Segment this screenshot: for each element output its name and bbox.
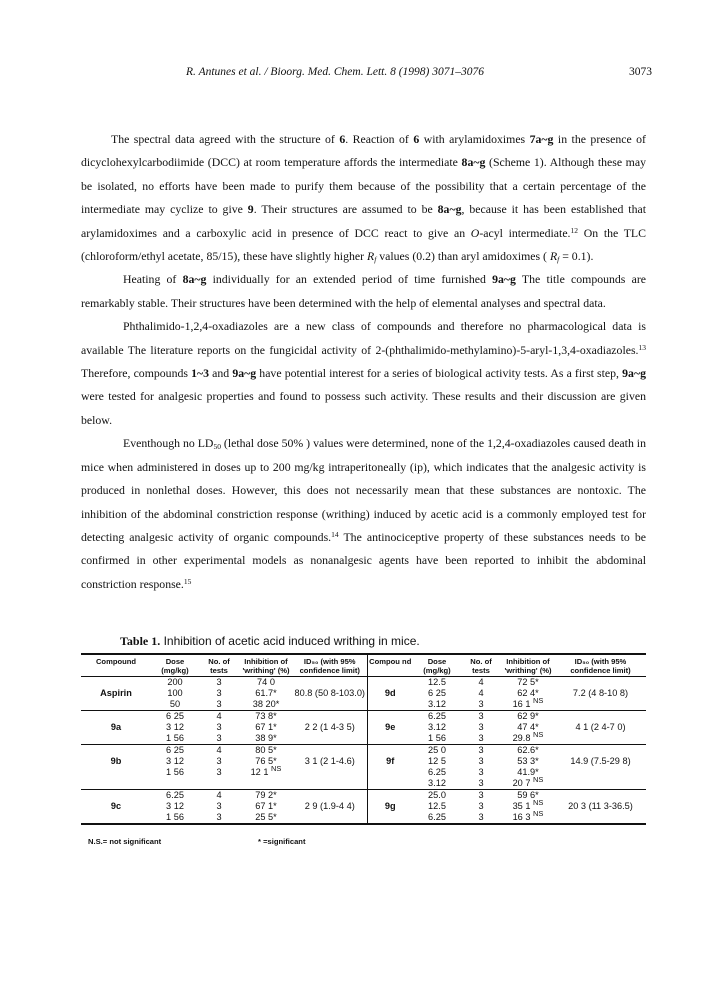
id50-cell bbox=[293, 778, 367, 790]
page-number: 3073 bbox=[629, 66, 652, 78]
text-run: 6 bbox=[413, 132, 420, 146]
table-caption bbox=[120, 634, 420, 649]
compound-name: 9e bbox=[385, 722, 396, 732]
text-run: The title compounds are remarkably stable. Their structures have been determined with the help of elemental analyses and spectral data. bbox=[81, 272, 646, 310]
table-row bbox=[81, 767, 646, 778]
tests-cell: 3 bbox=[478, 767, 484, 777]
text-run: in the presence of dicyclohexylcarbodiimide (DCC) at room temperature affords the intermediate bbox=[81, 132, 646, 170]
id50-cell: 80.8 (50 8-103.0) bbox=[294, 688, 365, 698]
text-run: Phthalimido-1,2,4-oxadiazoles are a new class of compounds and therefore no pharmacological data is available The literature reports on the fungicidal activity of 2-(phthalimido-methylamino)-5-aryl-1,3,4-oxadiazoles. bbox=[81, 319, 646, 357]
table-row bbox=[81, 688, 646, 699]
compound-name bbox=[81, 711, 151, 723]
table-row bbox=[81, 677, 646, 689]
inhibition-cell: 12 1 $^{NS}$ bbox=[250, 764, 282, 777]
id50-cell: 14.9 (7.5-29 8) bbox=[570, 756, 631, 766]
tests-cell: 3 bbox=[461, 812, 501, 824]
ns-marker: NS bbox=[271, 764, 282, 773]
text-run: R bbox=[366, 249, 375, 264]
text-run: 14 bbox=[331, 529, 339, 539]
inhibition-cell bbox=[239, 778, 293, 790]
ns-marker: NS bbox=[533, 775, 544, 784]
inhibition-cell: 20 7 $^{NS}$ bbox=[501, 778, 555, 790]
text-run: 13 bbox=[638, 342, 646, 352]
table-row bbox=[81, 711, 646, 723]
text-run: 15 bbox=[183, 576, 192, 586]
header-compound-right: Compou nd bbox=[367, 654, 413, 677]
compound-name bbox=[367, 711, 413, 723]
tests-cell: 3 bbox=[461, 778, 501, 790]
ns-marker: NS bbox=[533, 730, 544, 739]
footnote-significant: * =significant bbox=[258, 837, 306, 846]
paragraph bbox=[81, 315, 646, 432]
compound-name: 9d bbox=[384, 688, 396, 698]
tests-cell bbox=[199, 778, 239, 790]
dose-cell: 25 0 bbox=[428, 745, 446, 755]
text-run: (lethal dose 50% ) values were determined, none of the 1,2,4-oxadiazoles caused death in mice when administered in doses up to 200 mg/kg intraperitoneally (ip), which indicates that the analgesic activity is produced in nonlethal doses. However, this does not necessarily mean that these substances are nontoxic. The inhibition of the abdominal constriction response (writhing) induced by acetic acid is a commonly employed test for detecting analgesic activity of organic compounds. bbox=[81, 436, 646, 544]
id50-cell bbox=[555, 733, 646, 745]
inhibition-cell: 72 5* bbox=[517, 677, 539, 687]
inhibition-cell: 62.6* bbox=[517, 745, 539, 755]
journal-citation: R. Antunes et al. / Bioorg. Med. Chem. Lett. 8 (1998) 3071–3076 bbox=[186, 66, 485, 78]
inhibition-cell: 35 1 $^{NS}$ bbox=[512, 798, 544, 811]
header-id50: ID₅₀ (with 95% confidence limit) bbox=[293, 654, 367, 677]
id50-cell bbox=[293, 677, 367, 689]
table-row bbox=[81, 699, 646, 711]
paragraph bbox=[81, 128, 646, 268]
body-text bbox=[81, 128, 646, 596]
text-run: On the TLC (chloroform/ethyl acetate, 85/15), these have slightly higher bbox=[81, 225, 646, 264]
text-run: O bbox=[470, 225, 480, 240]
text-run: = 0.1). bbox=[559, 249, 594, 264]
tests-cell: 3 bbox=[478, 722, 484, 732]
text-run: individually for an extended period of time furnished bbox=[206, 272, 493, 287]
dose-cell: 1 56 bbox=[166, 767, 184, 777]
ns-marker: NS bbox=[533, 809, 544, 818]
inhibition-cell: 79 2* bbox=[255, 790, 277, 800]
text-run: , because it has been established that arylamidoximes and a carboxylic acid in presence of DCC react to give an bbox=[81, 202, 646, 240]
ns-marker: NS bbox=[533, 798, 544, 807]
footnote-not-significant: N.S.= not significant bbox=[88, 837, 162, 846]
inhibition-cell: 47 4* bbox=[517, 722, 539, 732]
dose-cell: 1 56 bbox=[413, 733, 461, 745]
compound-name bbox=[81, 677, 151, 689]
compound-name bbox=[81, 699, 151, 711]
text-run: have potential interest for a series of biological activity tests. As a first step, bbox=[256, 366, 623, 381]
id50-cell: 7.2 (4 8-10 8) bbox=[572, 688, 629, 698]
inhibition-cell: 80 5* bbox=[255, 745, 277, 755]
table-row bbox=[81, 745, 646, 757]
tests-cell: 4 bbox=[478, 677, 484, 687]
header-tests-right: No. of tests bbox=[461, 654, 501, 677]
dose-cell: 3.12 bbox=[428, 722, 446, 732]
compound-name bbox=[81, 767, 151, 778]
inhibition-cell: 29.8 $^{NS}$ bbox=[501, 733, 555, 745]
inhibition-cell: 41.9* bbox=[517, 767, 539, 777]
table-caption-text: Inhibition of acetic acid induced writhing in mice. bbox=[163, 634, 420, 648]
text-run: values (0.2) than aryl amidoximes ( bbox=[376, 249, 550, 264]
id50-cell bbox=[293, 812, 367, 824]
text-run: . Reaction of bbox=[345, 132, 414, 146]
inhibition-cell: 67 1* bbox=[255, 722, 277, 732]
dose-cell: 3.12 bbox=[413, 699, 461, 711]
tests-cell: 3 bbox=[478, 745, 484, 755]
inhibition-cell: 53 3* bbox=[517, 756, 539, 766]
id50-cell: 20 3 (11 3-36.5) bbox=[568, 801, 633, 811]
id50-cell bbox=[293, 711, 367, 723]
id50-cell: 3 1 (2 1-4.6) bbox=[293, 756, 367, 767]
table-header-row bbox=[81, 654, 646, 677]
compound-name: 9g bbox=[384, 801, 396, 811]
tests-cell: 3 bbox=[216, 688, 222, 698]
id50-cell: 2 2 (1 4-3 5) bbox=[293, 722, 367, 733]
inhibition-cell: 74 0 bbox=[257, 677, 275, 687]
tests-cell: 3 bbox=[199, 699, 239, 711]
dose-cell: 50 bbox=[151, 699, 199, 711]
compound-name bbox=[367, 812, 413, 824]
compound-name bbox=[367, 677, 413, 689]
inhibition-cell: 67 1* bbox=[255, 801, 277, 811]
id50-cell bbox=[293, 767, 367, 778]
text-run: 12 bbox=[570, 225, 579, 235]
dose-cell: 6 25 bbox=[166, 711, 184, 721]
text-run: Heating of bbox=[123, 272, 183, 287]
tests-cell: 4 bbox=[216, 711, 222, 721]
text-run: 9a~g bbox=[232, 366, 257, 381]
paragraph bbox=[81, 432, 646, 596]
table-row bbox=[81, 801, 646, 812]
compound-name bbox=[81, 812, 151, 824]
text-run: were tested for analgesic properties and found to possess such activity. These results and their discussion are given below. bbox=[81, 389, 646, 427]
tests-cell: 3 bbox=[216, 801, 222, 811]
text-run: 9 bbox=[247, 202, 254, 217]
header-compound: Compound bbox=[81, 654, 151, 677]
tests-cell: 3 bbox=[478, 711, 484, 721]
tests-cell: 3 bbox=[461, 733, 501, 745]
inhibition-cell: 25 5* bbox=[239, 812, 293, 824]
dose-cell: 12.5 bbox=[428, 801, 446, 811]
text-run: 50 bbox=[213, 442, 221, 452]
inhibition-cell: 38 9* bbox=[239, 733, 293, 745]
text-run: . Their structures are assumed to be bbox=[253, 202, 438, 217]
id50-cell bbox=[555, 699, 646, 711]
compound-name bbox=[367, 745, 413, 757]
inhibition-cell: 59 6* bbox=[517, 790, 539, 800]
id50-cell bbox=[293, 790, 367, 802]
header-tests: No. of tests bbox=[199, 654, 239, 677]
text-run: Therefore, compounds bbox=[81, 366, 192, 381]
table-row bbox=[81, 733, 646, 745]
text-run: 1~3 bbox=[191, 366, 210, 381]
dose-cell: 6.25 bbox=[428, 711, 446, 721]
dose-cell: 3.12 bbox=[413, 778, 461, 790]
header-dose: Dose (mg/kg) bbox=[151, 654, 199, 677]
compound-name bbox=[367, 790, 413, 802]
id50-cell bbox=[555, 767, 646, 778]
dose-cell: 3 12 bbox=[166, 756, 184, 766]
compound-name bbox=[81, 778, 151, 790]
header-inhibition-right: Inhibition of 'writhing' (%) bbox=[501, 654, 555, 677]
dose-cell: 200 bbox=[167, 677, 183, 687]
id50-cell: 4 1 (2 4-7 0) bbox=[575, 722, 626, 732]
dose-cell: 1 56 bbox=[151, 812, 199, 824]
text-run: 8a~g bbox=[182, 272, 207, 287]
dose-cell: 3 12 bbox=[166, 722, 184, 732]
dose-cell: 6 25 bbox=[166, 745, 184, 755]
text-run: Eventhough no LD bbox=[123, 436, 214, 451]
table-row bbox=[81, 778, 646, 790]
id50-cell bbox=[555, 677, 646, 689]
dose-cell: 6 25 bbox=[428, 688, 446, 698]
inhibition-cell: 76 5* bbox=[255, 756, 277, 766]
text-run: The spectral data agreed with the structure of bbox=[111, 132, 340, 146]
tests-cell: 3 bbox=[478, 790, 484, 800]
text-run: 8a~g bbox=[437, 202, 462, 217]
inhibition-cell: 38 20* bbox=[239, 699, 293, 711]
id50-cell bbox=[293, 699, 367, 711]
dose-cell: 25.0 bbox=[428, 790, 446, 800]
tests-cell: 3 bbox=[461, 699, 501, 711]
table-row bbox=[81, 812, 646, 824]
tests-cell: 4 bbox=[478, 688, 484, 698]
dose-cell: 6.25 bbox=[428, 767, 446, 777]
text-run: f bbox=[557, 255, 560, 265]
compound-name: 9b bbox=[110, 756, 122, 766]
dose-cell bbox=[151, 778, 199, 790]
text-run: with arylamidoximes bbox=[419, 132, 530, 146]
tests-cell: 3 bbox=[478, 756, 484, 766]
tests-cell: 3 bbox=[216, 722, 222, 732]
text-run: 9a~g bbox=[492, 272, 516, 287]
writhing-inhibition-table bbox=[81, 653, 646, 825]
text-run: 9a~g bbox=[622, 366, 646, 381]
table-row bbox=[81, 790, 646, 802]
dose-cell: 100 bbox=[167, 688, 183, 698]
header-id50-right: ID₅₀ (with 95% confidence limit) bbox=[555, 654, 646, 677]
text-run: 6 bbox=[339, 132, 346, 146]
tests-cell: 3 bbox=[199, 812, 239, 824]
ns-marker: NS bbox=[533, 696, 544, 705]
id50-cell: 2 9 (1.9-4 4) bbox=[293, 801, 367, 812]
tests-cell: 3 bbox=[199, 733, 239, 745]
compound-name bbox=[81, 745, 151, 757]
dose-cell: 12 5 bbox=[428, 756, 446, 766]
header-dose-right: Dose (mg/kg) bbox=[413, 654, 461, 677]
compound-name bbox=[81, 733, 151, 745]
table-label: Table 1. bbox=[120, 634, 161, 648]
tests-cell: 3 bbox=[216, 677, 222, 687]
dose-cell: 12.5 bbox=[428, 677, 446, 687]
id50-cell bbox=[555, 790, 646, 802]
text-run: -acyl intermediate. bbox=[479, 225, 571, 240]
text-run: (Scheme 1). Although these may be isolated, no efforts have been made to purify them because of the possibility that a certain percentage of the intermediate may cyclize to give bbox=[81, 155, 646, 217]
id50-cell bbox=[293, 745, 367, 757]
inhibition-cell: 16 3 $^{NS}$ bbox=[501, 812, 555, 824]
dose-cell: 6.25 bbox=[413, 812, 461, 824]
inhibition-cell: 62 9* bbox=[517, 711, 539, 721]
dose-cell: 3 12 bbox=[166, 801, 184, 811]
text-run: f bbox=[374, 255, 377, 265]
tests-cell: 3 bbox=[478, 801, 484, 811]
compound-name bbox=[367, 778, 413, 790]
compound-name bbox=[81, 790, 151, 802]
compound-name: 9a bbox=[110, 722, 122, 732]
dose-cell: 6.25 bbox=[166, 790, 184, 800]
running-header bbox=[60, 66, 652, 82]
compound-name bbox=[367, 699, 413, 711]
tests-cell: 4 bbox=[216, 790, 222, 800]
table-row bbox=[81, 722, 646, 733]
id50-cell bbox=[555, 778, 646, 790]
inhibition-cell: 62 4* bbox=[517, 688, 539, 698]
inhibition-cell: 16 1 $^{NS}$ bbox=[501, 699, 555, 711]
header-inhibition: Inhibition of 'writhing' (%) bbox=[239, 654, 293, 677]
id50-cell bbox=[555, 745, 646, 757]
text-run: and bbox=[209, 366, 233, 381]
inhibition-cell: 73 8* bbox=[255, 711, 277, 721]
compound-name bbox=[367, 733, 413, 745]
text-run: The antinociceptive property of these substances needs to be confirmed in other experimental models as nonanalgesic agents have been reported to inhibit the abdominal constriction response. bbox=[81, 529, 646, 591]
id50-cell bbox=[293, 733, 367, 745]
compound-name: 9f bbox=[386, 756, 395, 766]
compound-name: Aspirin bbox=[100, 688, 132, 698]
text-run: R bbox=[549, 249, 558, 264]
tests-cell: 4 bbox=[216, 745, 222, 755]
table-row bbox=[81, 756, 646, 767]
text-run: 8a~g bbox=[461, 155, 486, 170]
text-run: 7a~g bbox=[529, 132, 554, 146]
inhibition-cell: 61.7* bbox=[255, 688, 277, 698]
paragraph bbox=[81, 268, 646, 315]
compound-name bbox=[367, 767, 413, 778]
id50-cell bbox=[555, 812, 646, 824]
compound-name: 9c bbox=[110, 801, 122, 811]
tests-cell: 3 bbox=[216, 767, 222, 777]
tests-cell: 3 bbox=[216, 756, 222, 766]
id50-cell bbox=[555, 711, 646, 723]
dose-cell: 1 56 bbox=[151, 733, 199, 745]
